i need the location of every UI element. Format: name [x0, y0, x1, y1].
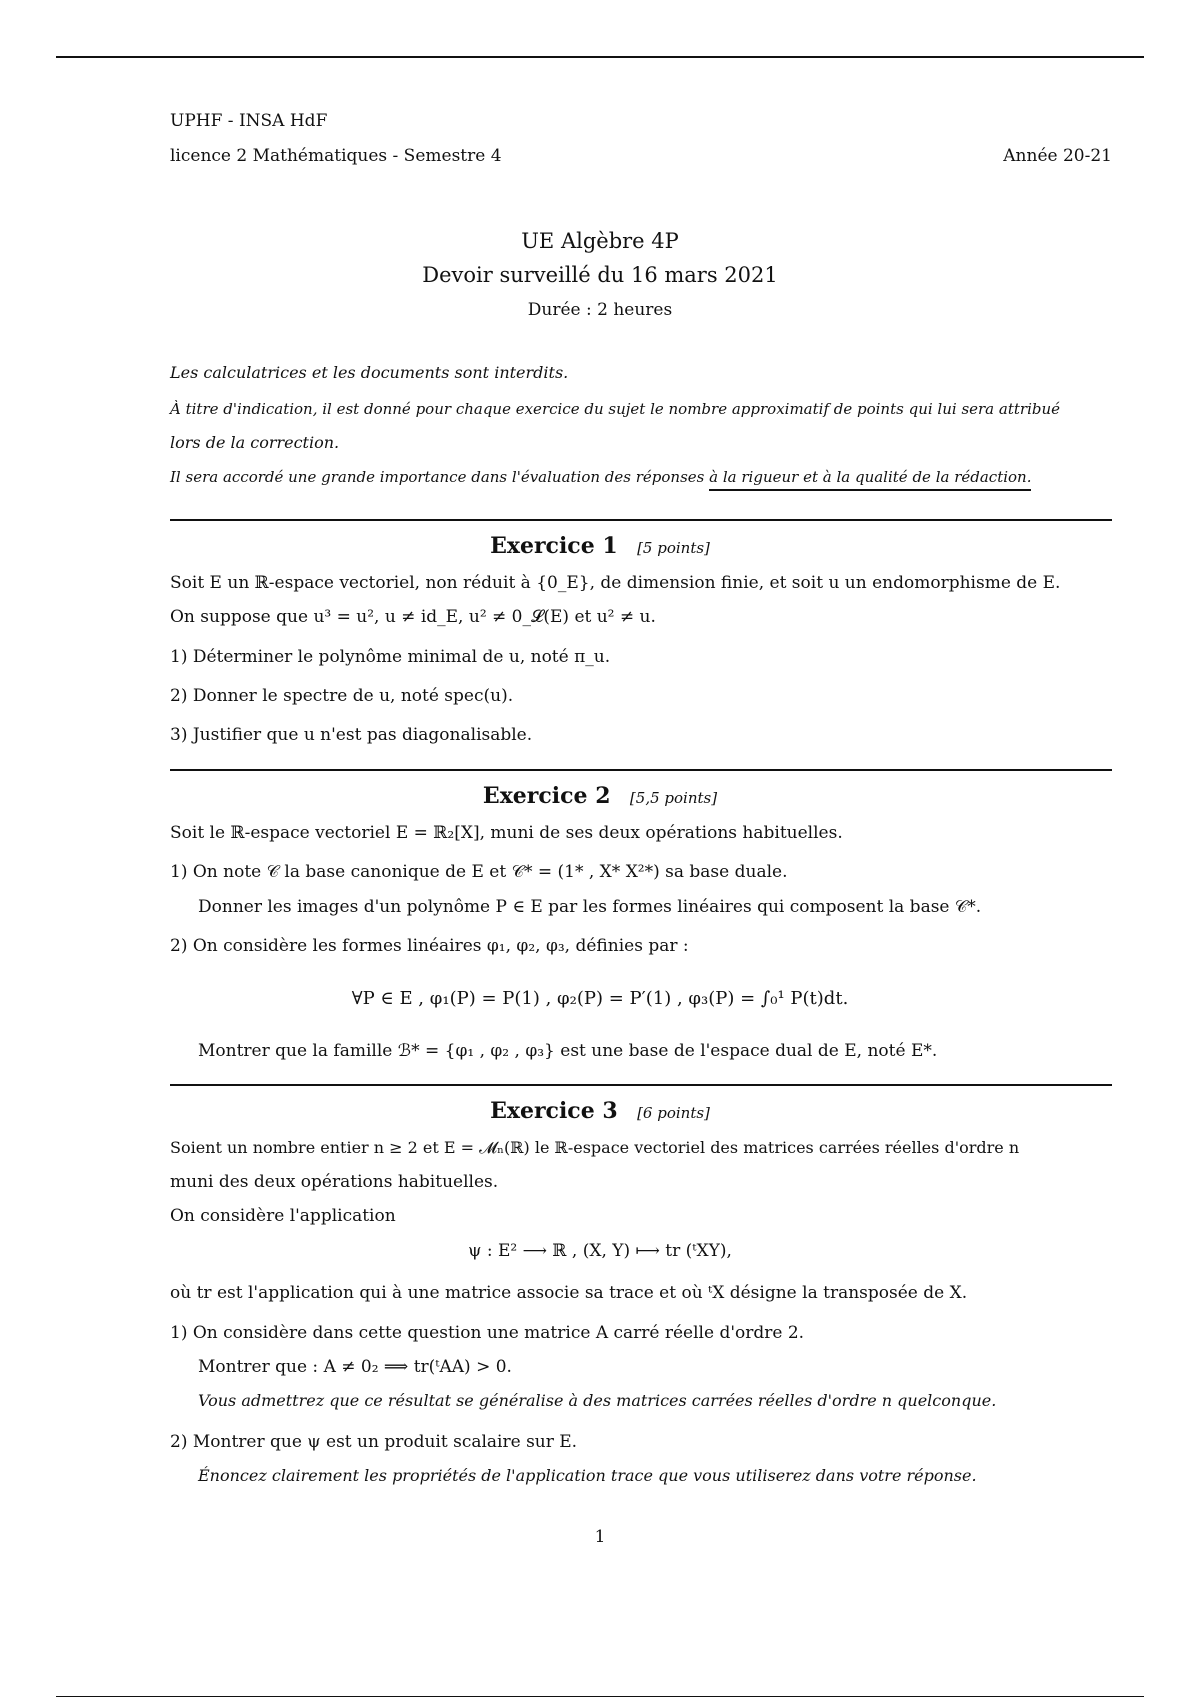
exercise-1-heading	[0, 532, 1200, 562]
exercise-1-title: Exercice 1	[490, 533, 618, 559]
exercise-3-question-2a: 2) Montrer que ψ est un produit scalaire sur E.	[170, 1432, 578, 1452]
instruction-1: Les calculatrices et les documents sont interdits.	[170, 363, 569, 382]
exercise-1-points: [5 points]	[637, 539, 710, 557]
instruction-4	[170, 466, 1031, 488]
exercise-3-heading	[0, 1097, 1200, 1127]
exercise-2-rule	[170, 769, 1112, 771]
academic-year: Année 20-21	[1003, 146, 1112, 166]
exercise-3-formula: ψ : E² ⟶ ℝ , (X, Y) ⟼ tr (ᵗXY),	[468, 1241, 732, 1261]
exercise-1-question-2: 2) Donner le spectre de u, noté spec(u).	[170, 686, 514, 706]
exercise-3-question-1a: 1) On considère dans cette question une matrice A carré réelle d'ordre 2.	[170, 1323, 805, 1343]
exercise-3-question-1b: Montrer que : A ≠ 0₂ ⟹ tr(ᵗAA) > 0.	[198, 1357, 512, 1377]
exercise-2-question-2a: 2) On considère les formes linéaires φ₁, φ₂, φ₃, définies par :	[170, 936, 689, 956]
exercise-1-question-1: 1) Déterminer le polynôme minimal de u, noté π_u.	[170, 647, 611, 667]
exercise-1-rule	[170, 519, 1112, 521]
exercise-1-intro-2: On suppose que u³ = u², u ≠ id_E, u² ≠ 0_𝓛(E) et u² ≠ u.	[170, 607, 656, 627]
exercise-2-heading	[0, 782, 1200, 812]
exercise-3-points: [6 points]	[637, 1104, 710, 1122]
duration: Durée : 2 heures	[527, 300, 673, 320]
exercise-2-question-2b: Montrer que la famille ℬ* = {φ₁ , φ₂ , φ₃} est une base de l'espace dual de E, noté E*.	[198, 1041, 938, 1061]
exercise-3-rule	[170, 1084, 1112, 1086]
exercise-1-question-3: 3) Justifier que u n'est pas diagonalisable.	[170, 725, 533, 745]
exercise-2-points: [5,5 points]	[629, 789, 718, 807]
exercise-1-intro-1: Soit E un ℝ-espace vectoriel, non réduit à {0_E}, de dimension finie, et soit u un endomorphisme de E.	[170, 573, 1061, 593]
top-rule	[56, 56, 1144, 58]
instruction-4-underlined: à la rigueur et à la qualité de la rédaction.	[709, 468, 1031, 491]
instruction-4-text: Il sera accordé une grande importance dans l'évaluation des réponses	[170, 468, 705, 486]
exercise-3-intro-2: muni des deux opérations habituelles.	[170, 1172, 499, 1192]
exercise-2-title: Exercice 2	[482, 783, 611, 809]
program: licence 2 Mathématiques - Semestre 4	[170, 146, 502, 166]
exercise-2-formula: ∀P ∈ E , φ₁(P) = P(1) , φ₂(P) = P′(1) , φ₃(P) = ∫₀¹ P(t)dt.	[351, 988, 849, 1009]
exercise-3-question-2b: Énoncez clairement les propriétés de l'application trace que vous utiliserez dans votre réponse.	[198, 1466, 977, 1485]
course-title: UE Algèbre 4P	[521, 229, 679, 253]
page-number: 1	[594, 1527, 606, 1547]
exercise-3-question-1c: Vous admettrez que ce résultat se généralise à des matrices carrées réelles d'ordre n quelconque.	[198, 1391, 997, 1410]
institution: UPHF - INSA HdF	[170, 111, 328, 131]
exercise-3-title: Exercice 3	[490, 1098, 618, 1124]
instruction-2: À titre d'indication, il est donné pour chaque exercice du sujet le nombre approximatif de points qui lui sera attribué	[170, 400, 1061, 418]
instruction-3: lors de la correction.	[170, 433, 340, 452]
exercise-3-intro-4: où tr est l'application qui à une matrice associe sa trace et où ᵗX désigne la transposée de X.	[170, 1283, 968, 1303]
exercise-2-intro: Soit le ℝ-espace vectoriel E = ℝ₂[X], muni de ses deux opérations habituelles.	[170, 823, 843, 843]
exercise-3-intro-3: On considère l'application	[170, 1206, 396, 1226]
exercise-2-question-1b: Donner les images d'un polynôme P ∈ E par les formes linéaires qui composent la base 𝒞*.	[198, 897, 982, 917]
exercise-2-question-1a: 1) On note 𝒞 la base canonique de E et 𝒞* = (1* , X* X²*) sa base duale.	[170, 862, 788, 882]
bottom-rule	[56, 1696, 1144, 1697]
exercise-3-intro-1: Soient un nombre entier n ≥ 2 et E = 𝓜ₙ(ℝ) le ℝ-espace vectoriel des matrices carrées réelles d'ordre n	[170, 1138, 1020, 1157]
exam-title: Devoir surveillé du 16 mars 2021	[422, 263, 778, 287]
